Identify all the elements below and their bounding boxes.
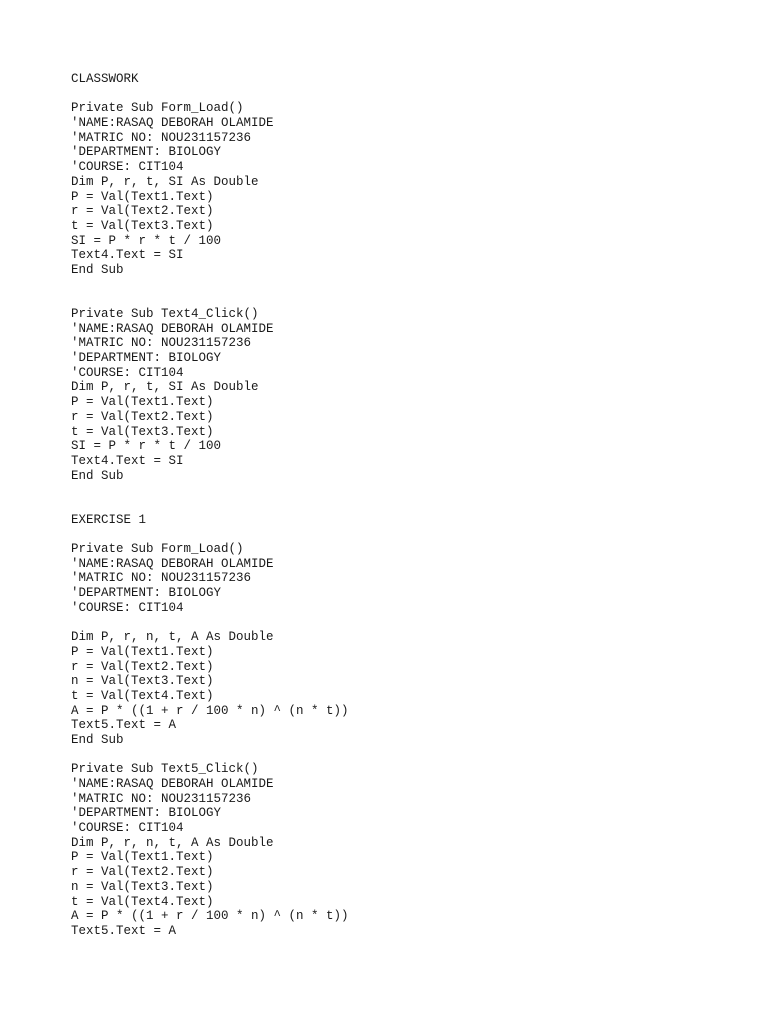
code-line: Dim P, r, n, t, A As Double [71,630,274,645]
code-line: Text5.Text = A [71,718,177,733]
blank-line [71,278,751,293]
code-line: End Sub [71,262,124,277]
code-line: 'NAME:RASAQ DEBORAH OLAMIDE [71,556,274,571]
code-line: 'COURSE: CIT104 [71,600,184,615]
code-line: t = Val(Text3.Text) [71,424,214,439]
code-line: 'MATRIC NO: NOU231157236 [71,130,252,145]
code-line: Text4.Text = SI [71,248,184,263]
code-line: SI = P * r * t / 100 [71,439,222,454]
code-line: 'COURSE: CIT104 [71,821,184,836]
code-line: EXERCISE 1 [71,512,147,527]
code-line: 'NAME:RASAQ DEBORAH OLAMIDE [71,777,274,791]
code-line: P = Val(Text1.Text) [71,850,214,865]
code-line: Text5.Text = A [71,923,177,938]
blank-line [71,87,751,102]
code-line: Text4.Text = SI [71,453,184,468]
code-line: 'DEPARTMENT: BIOLOGY [71,351,222,366]
code-line: r = Val(Text2.Text) [71,409,214,424]
code-line: 'COURSE: CIT104 [71,160,184,175]
code-line: Private Sub Text4_Click() [71,307,259,321]
code-line: r = Val(Text2.Text) [71,865,214,880]
blank-line [71,498,751,513]
blank-line [71,527,751,542]
code-line: r = Val(Text2.Text) [71,659,214,674]
code-line: A = P * ((1 + r / 100 * n) ^ (n * t)) [71,703,349,718]
code-line: 'COURSE: CIT104 [71,365,184,380]
blank-line [71,615,751,630]
code-line: CLASSWORK [71,72,139,86]
code-line: t = Val(Text3.Text) [71,218,214,233]
document-page [71,72,751,939]
code-line: SI = P * r * t / 100 [71,233,222,248]
code-line: End Sub [71,732,124,747]
code-line: 'NAME:RASAQ DEBORAH OLAMIDE [71,116,274,131]
blank-line [71,292,751,307]
code-line: P = Val(Text1.Text) [71,395,214,410]
code-line: 'NAME:RASAQ DEBORAH OLAMIDE [71,321,274,336]
code-line: Dim P, r, n, t, A As Double [71,835,274,850]
code-line: 'MATRIC NO: NOU231157236 [71,336,252,351]
code-line: Private Sub Form_Load() [71,542,244,556]
code-line: 'DEPARTMENT: BIOLOGY [71,145,222,160]
code-line: t = Val(Text4.Text) [71,688,214,703]
code-line: n = Val(Text3.Text) [71,879,214,894]
code-line: 'DEPARTMENT: BIOLOGY [71,806,222,821]
code-line: n = Val(Text3.Text) [71,674,214,689]
code-line: A = P * ((1 + r / 100 * n) ^ (n * t)) [71,909,349,924]
code-line: Dim P, r, t, SI As Double [71,380,259,395]
code-line: P = Val(Text1.Text) [71,644,214,659]
code-line: r = Val(Text2.Text) [71,204,214,219]
blank-line [71,748,751,763]
code-line: Dim P, r, t, SI As Double [71,174,259,189]
code-line: End Sub [71,468,124,483]
code-line: Private Sub Form_Load() [71,101,244,116]
code-line: Private Sub Text5_Click() [71,762,259,777]
code-line: P = Val(Text1.Text) [71,189,214,204]
code-line: t = Val(Text4.Text) [71,894,214,909]
code-line: 'MATRIC NO: NOU231157236 [71,791,252,806]
code-line: 'DEPARTMENT: BIOLOGY [71,586,222,601]
blank-line [71,483,751,498]
code-line: 'MATRIC NO: NOU231157236 [71,571,252,586]
